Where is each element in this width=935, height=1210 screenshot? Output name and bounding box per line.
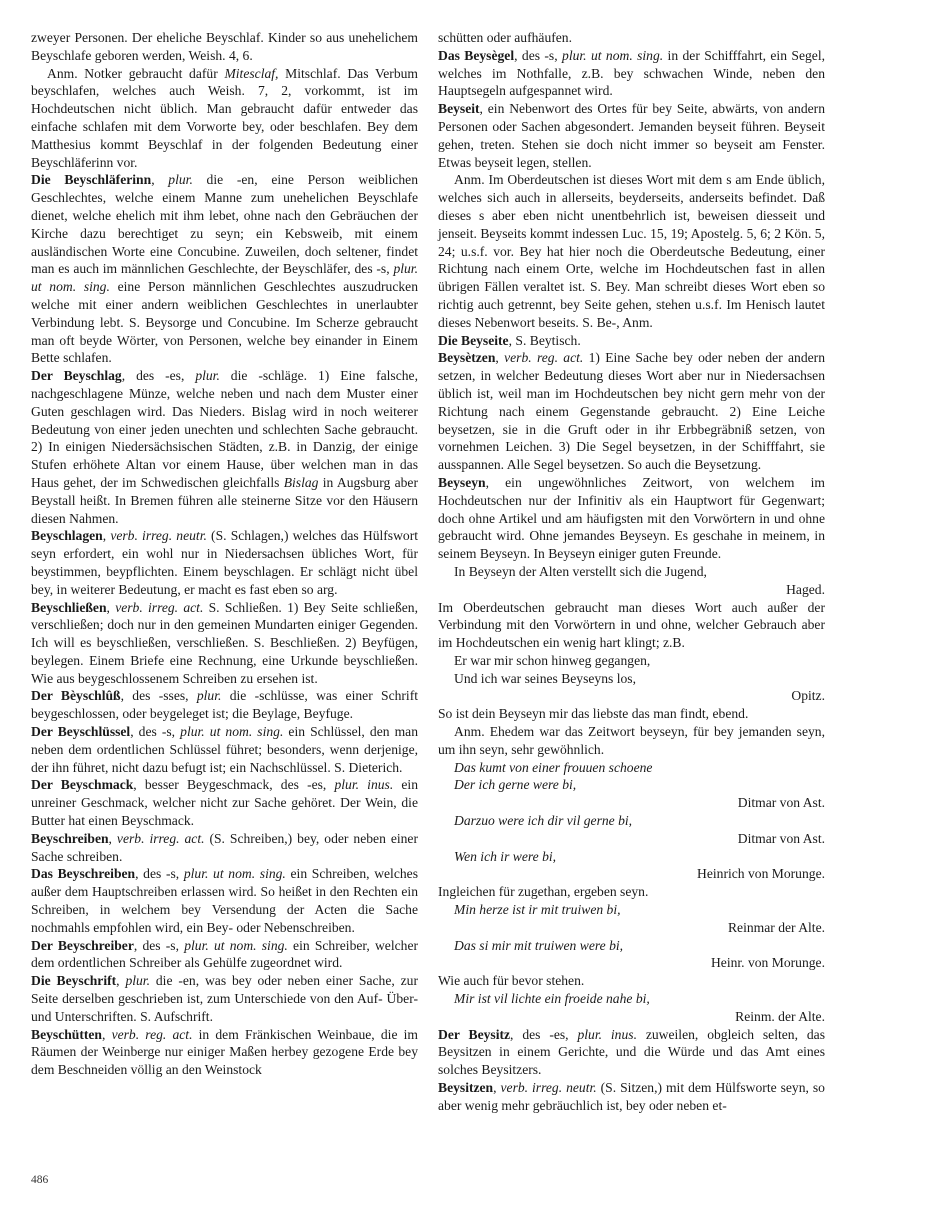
- quote-line: Wen ich ir were bi,: [454, 848, 557, 864]
- quote-line: Das kumt von einer frouuen schoene: [454, 759, 653, 775]
- quote-attribution: Heinrich von Morunge.: [697, 866, 825, 882]
- quote-line: Der ich gerne were bi,: [454, 777, 577, 793]
- quote-line: Und ich war seines Beyseyns los,: [454, 670, 636, 686]
- quote-attribution: Reinmar der Alte.: [727, 919, 825, 935]
- entry-beysetzen: Beysètzen, verb. reg. act. 1) Eine Sache bey oder neben der andern setzen, in welcher Bedeutung dieses Wort aber nur in Niedersachsen üblich ist, weil man im Hochdeutschen bey nicht gern mehr von der Richtung nach einem Gegenstande gebraucht. 2) Eine Leiche beysetzen, sie in die Gruft oder in ihr Erbbegräbniß setzen, von vornehmen Leichen. 3) Die Segel beysetzen, in der Schifffahrt, sie ausspannen. Alle Segel beysetzen. So auch die Beysetzung.: [438, 350, 825, 473]
- entry-continuation: zweyer Personen. Der eheliche Beyschlaf. Kinder so aus unehelichem Beyschlafe geboren werden, Weish. 4, 6.: [31, 30, 418, 63]
- quote-attribution: Heinr. von Morunge.: [710, 955, 825, 971]
- paragraph: Wie auch für bevor stehen.: [438, 973, 585, 989]
- entry-beyschuetten: Beyschütten, verb. reg. act. in dem Fränkischen Weinbaue, die im Räumen der Weinberge nur einiger Maßen herbey gezogene Erde bey dem Beschneiden völlig an den Weinstock: [31, 1026, 418, 1078]
- quote-line: Min herze ist ir mit truiwen bi,: [454, 902, 621, 918]
- page-number: 486: [31, 1174, 49, 1186]
- entry-beyschreiber: Der Beyschreiber, des -s, plur. ut nom. sing. ein Schreiber, welcher dem ordentlichen Schreiber als Gehülfe zugeordnet wird.: [31, 937, 419, 971]
- entry-continuation: schütten oder aufhäufen.: [438, 30, 572, 45]
- quote-attribution: Ditmar von Ast.: [737, 795, 825, 811]
- quote-line: Das si mir mit truiwen were bi,: [454, 937, 624, 953]
- quote-line: Er war mir schon hinweg gegangen,: [454, 652, 651, 668]
- entry-beyschluessel: Der Beyschlüssel, des -s, plur. ut nom. sing. ein Schlüssel, den man neben dem ordentlichen Schlüssel führet; besonders, wenn derjenige, der ihn führet, nicht dazu befugt ist; ein Nachschlüssel. S. Dieterich.: [31, 724, 418, 775]
- quote-line: Darzuo were ich dir vil gerne bi,: [454, 813, 633, 829]
- entry-beyseit: Beyseit, ein Nebenwort des Ortes für bey Seite, abwärts, von andern Personen oder Sachen abgesondert. Jemanden beyseit führen. Beyseit gehen, treten. Stehen sie doch nicht immer so beyseit am Fenster. Etwas beyseit legen, stellen.: [438, 101, 825, 170]
- entry-beyschluss: Der Bèyschlûß, des -sses, plur. die -schlüsse, was einer Schrift beygeschlossen, oder beygeleget ist; die Beylage, Beyfuge.: [31, 688, 419, 722]
- entry-beysitz: Der Beysitz, des -es, plur. inus. zuweilen, obgleich selten, das Beysitzen in einem Gerichte, und die Würde und das Amt eines solches Beysitzers.: [438, 1026, 825, 1078]
- entry-beyschmack: Der Beyschmack, besser Beygeschmack, des -es, plur. inus. ein unreiner Geschmack, welcher nicht zur Sache gehöret. Der Wein, die Butter hat einen Beyschmack.: [31, 777, 418, 829]
- annotation: Anm. Im Oberdeutschen ist dieses Wort mit dem s am Ende üblich, welches sich auch in allerseits, beyderseits, anderseits befindet. Daß dieses s aber eben nicht unentbehrlich ist, beweisen diesseit und jenseit. Beyseits kommt indessen Luc. 15, 19; Apostelg. 5, 6; 2 Kön. 5, 24; u.s.f. vor. Bey hat hier noch die Oberdeutsche Bedeutung, einer Richtung nach einem Orte, welche im Hochdeutschen fast in allen übrigen Fällen veraltet ist. S. Bey. Man schreibt dieses Wort eben so richtig auch getrennt, bey Seite gehen, stehen u.s.f. Im Henisch lautet dieses Nebenwort beseits. S. Be-, Anm.: [438, 172, 825, 330]
- entry-beyschreiben-noun: Das Beyschreiben, des -s, plur. ut nom. sing. ein Schreiben, welches außer dem Hauptschreiben erlassen wird. So heißet in den Rechten ein Schreiben, in welchem bey Versendung der Acten die Sache nochmahls empfohlen wird, ein Bey- oder Nebenschreiben.: [31, 866, 418, 935]
- entry-beyschliessen: Beyschließen, verb. irreg. act. S. Schließen. 1) Bey Seite schließen, verschließen; doch nur in den gemeinen Mundarten einiger Gegenden. Ich will es beyschließen, verschließen. S. Beschließen. 2) Beyfügen, beylegen. Einem Briefe eine Rechnung, eine Urkunde beyschließen. Wie aus beygeschlossenem Schreiben zu ersehen ist.: [31, 599, 418, 686]
- quote-attribution: Haged.: [786, 581, 825, 597]
- entry-beyseyn: Beyseyn, ein ungewöhnliches Zeitwort, von welchem im Hochdeutschen nur der Infinitiv als ein Hauptwort für Gegenwart; doch ohne Artikel und am häufigsten mit den Vorwörtern in und ohne gebraucht wird. Ohne jemandes Beyseyn. Es geschahe in meinem, in seinem Beyseyn. In Beyseyn einiger guten Freunde.: [438, 474, 825, 562]
- paragraph: So ist dein Beyseyn mir das liebste das man findt, ebend.: [438, 706, 749, 722]
- entry-beyseite: Die Beyseite, S. Beytisch.: [438, 332, 581, 348]
- quote-attribution: Reinm. der Alte.: [735, 1008, 825, 1024]
- entry-beyschreiben-verb: Beyschreiben, verb. irreg. act. (S. Schreiben,) bey, oder neben einer Sache schreiben.: [31, 830, 418, 864]
- entry-beyschlaeferinn: Die Beyschläferinn, plur. die -en, eine Person weiblichen Geschlechtes, welche einem Manne zum unehelichen Beyschlafe dienet, welche ehelich mit ihm lebet, ohne nach den Gebräuchen der Kirche dazu berechtiget zu seyn; ein Kebsweib, mit einem ausländischen Worte eine Concubine. Zuweilen, doch seltener, findet man es auch im männlichen Geschlechte, der Beyschläfer, des -s, plur. ut nom. sing. eine Person männlichen Geschlechtes auszudrucken welche mit einer andern weiblichen Geschlechtes in unerlaubter Verbindung lebt. S. Beysorge und Concubine. Im Scherze gebraucht man oft beyde Wörter, von Personen, welche bey einander in Einem Bette schlafen.: [31, 172, 419, 366]
- annotation: Anm. Ehedem war das Zeitwort beyseyn, für bey jemanden seyn, um ihn seyn, sehr gewöhnlich.: [438, 724, 825, 757]
- entry-beyschlag: Der Beyschlag, des -es, plur. die -schläge. 1) Eine falsche, nachgeschlagene Münze, welche neben und nach dem Muster einer Guten geschlagen wird. Das Nieders. Bislag wird in noch weiterer Bedeutung von einer jeden unechten und schlechten Sache gebraucht. 2) In einigen Niedersächsischen Städten, z.B. in Danzig, der einige Stufen erhöhete Altan vor einem Hause, über welchen man in das Haus gehet, der im Schwedischen gleichfalls Bislag in Augsburg aber Beystall heißt. In Bremen führen alle steinerne Sitze vor den Häusern diesen Nahmen.: [31, 368, 418, 526]
- quote-attribution: Opitz.: [791, 688, 825, 704]
- quote-attribution: Ditmar von Ast.: [737, 830, 825, 846]
- entry-beyschrift: Die Beyschrift, plur. die -en, was bey oder neben einer Sache, zur Seite derselben geschrieben ist, zum Unterschiede von den Auf- Über- und Unterschriften. S. Aufschrift.: [31, 973, 419, 1024]
- entry-beyschlagen: Beyschlagen, verb. irreg. neutr. (S. Schlagen,) welches das Hülfswort seyn erfordert, ein wohl nur in Niedersachsen übliches Wort, für beystimmen, beypflichten. Einem beyschlagen. Er schlägt nicht übel bey, in weiterer Bedeutung, er macht es fast eben so arg.: [31, 528, 418, 597]
- entry-beysitzen: Beysitzen, verb. irreg. neutr. (S. Sitzen,) mit dem Hülfsworte seyn, so aber wenig mehr gebräuchlich ist, bey oder neben et-: [438, 1080, 825, 1113]
- quote-line: Mir ist vil lichte ein froeide nahe bi,: [454, 991, 650, 1007]
- paragraph: Ingleichen für zugethan, ergeben seyn.: [438, 884, 649, 900]
- right-column: [438, 29, 825, 1115]
- left-column: [31, 29, 418, 1079]
- entry-beysegel: Das Beysègel, des -s, plur. ut nom. sing. in der Schifffahrt, ein Segel, welches im Nothfalle, z.B. bey schwachen Winde, neben den Hauptsegeln aufgespannet wird.: [438, 47, 825, 99]
- paragraph: Im Oberdeutschen gebraucht man dieses Wort auch außer der Verbindung mit den Vorwörtern in und ohne, welcher Gebrauch aber im Hochdeutschen ein wenig hart klingt; z.B.: [438, 599, 825, 651]
- annotation: Anm. Notker gebraucht dafür Mitesclaf, Mitschlaf. Das Verbum beyschlafen, welches auch Weish. 7, 2, vorkommt, ist im Hochdeutschen nicht üblich. Man gebraucht dafür entweder das einfache schlafen mit dem Vorworte bey, oder beschlafen. Bey dem Matthesius kommt Beyschlaf in der folgenden Bedeutung einer Beyschläferinn vor.: [31, 65, 418, 170]
- quote-line: In Beyseyn der Alten verstellt sich die Jugend,: [454, 563, 707, 579]
